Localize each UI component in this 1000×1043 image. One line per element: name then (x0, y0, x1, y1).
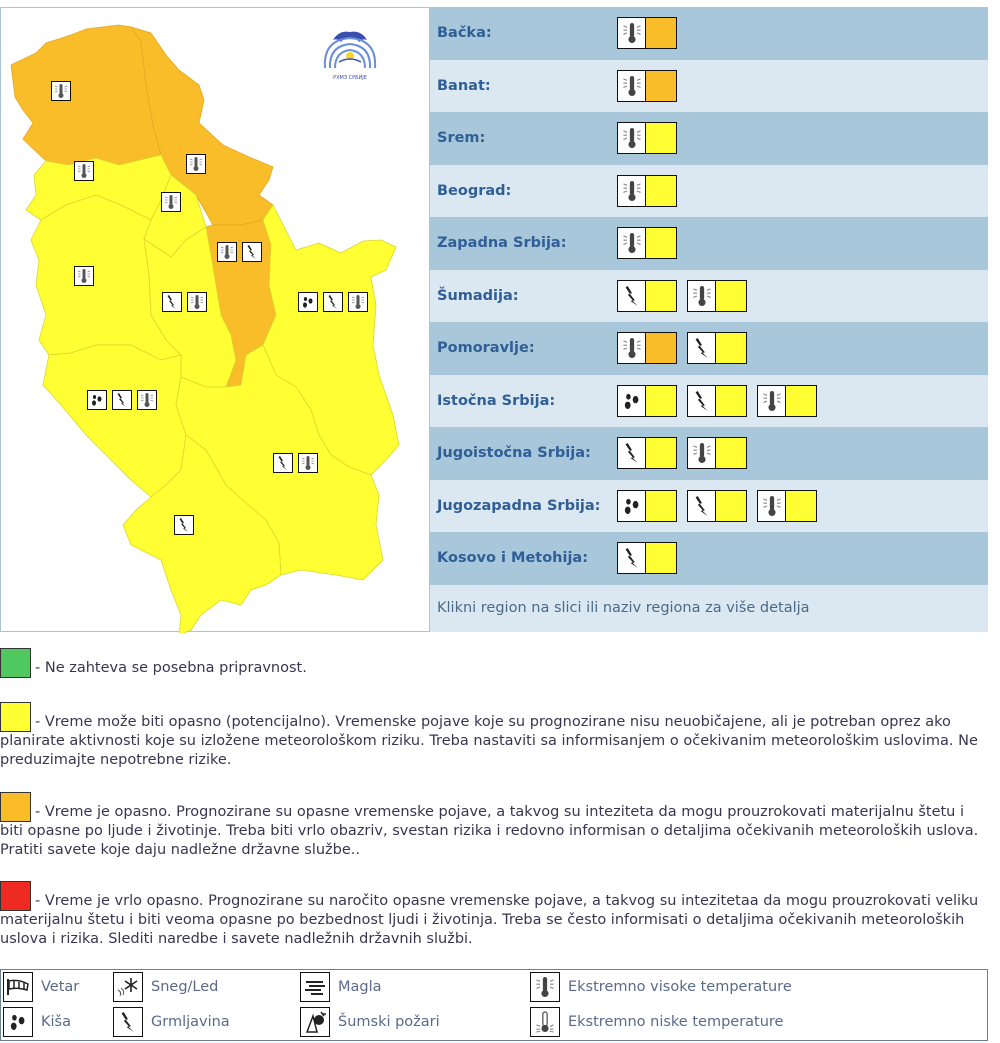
thermometer-hot-icon (618, 333, 646, 363)
region-warnings (617, 227, 677, 259)
map-icons-banat (186, 154, 206, 174)
rain-icon (618, 386, 646, 416)
region-name-link[interactable]: Pomoravlje: (437, 340, 535, 357)
thermometer-hot-icon (618, 123, 646, 153)
legend-wind-label: Vetar (41, 979, 80, 995)
warning-badge (617, 385, 677, 417)
region-name-link[interactable]: Jugoistočna Srbija: (437, 445, 591, 462)
thermometer-hot-icon (137, 390, 157, 410)
map-icons-zapadna-srbija (74, 266, 94, 286)
map-icons-sumadija (162, 292, 207, 312)
thermometer-hot-icon (758, 386, 786, 416)
warning-level-yellow (646, 228, 676, 258)
warning-badge (687, 437, 747, 469)
region-row[interactable] (430, 60, 988, 113)
legend-extreme-low-temp (530, 1007, 783, 1037)
warning-level-yellow (646, 543, 676, 573)
thermometer-hot-icon (51, 81, 71, 101)
lightning-icon (618, 281, 646, 311)
region-name-link[interactable]: Jugozapadna Srbija: (437, 497, 601, 514)
warning-badge (617, 280, 677, 312)
warning-level-yellow (646, 123, 676, 153)
legend-extreme-high-temp (530, 972, 792, 1002)
warning-badge (687, 385, 747, 417)
legend-thunderstorm-label: Grmljavina (151, 1014, 230, 1030)
region-warnings (617, 280, 747, 312)
map-region-backa[interactable] (11, 25, 161, 165)
warning-level-orange (646, 71, 676, 101)
legend-extreme-high-temp-label: Ekstremno visoke temperature (568, 979, 792, 995)
warning-level-yellow (716, 281, 746, 311)
table-hint-text: Klikni region na slici ili naziv regiona za više detalja (430, 585, 988, 632)
region-name-link[interactable]: Šumadija: (437, 287, 519, 304)
thermometer-cold-icon (530, 1007, 560, 1037)
region-warnings (617, 175, 677, 207)
green-swatch (0, 648, 31, 678)
lightning-icon (273, 453, 293, 473)
lightning-icon (242, 242, 262, 262)
legend-rain-label: Kiša (41, 1014, 71, 1030)
region-warnings (617, 17, 677, 49)
lightning-icon (618, 438, 646, 468)
region-name-link[interactable]: Banat: (437, 77, 491, 94)
region-row[interactable] (430, 7, 988, 60)
warning-level-yellow (786, 491, 816, 521)
lightning-icon (112, 390, 132, 410)
warning-badge (687, 280, 747, 312)
region-name-link[interactable]: Zapadna Srbija: (437, 235, 567, 252)
warning-level-yellow (646, 438, 676, 468)
region-row[interactable] (430, 217, 988, 270)
region-warnings (617, 490, 817, 522)
region-warnings (617, 385, 817, 417)
thermometer-hot-icon (186, 154, 206, 174)
region-row[interactable] (430, 322, 988, 375)
svg-text:РХМЗ СРБИЈЕ: РХМЗ СРБИЈЕ (333, 75, 367, 81)
warning-badge (757, 385, 817, 417)
warning-badge (617, 70, 677, 102)
map-icons-jugozapadna-srbija (87, 390, 157, 410)
warning-badge (617, 175, 677, 207)
rain-icon (87, 390, 107, 410)
fog-icon (300, 972, 330, 1002)
thermometer-hot-icon (618, 18, 646, 48)
region-warnings (617, 122, 677, 154)
rain-icon (618, 491, 646, 521)
warning-badge (687, 490, 747, 522)
legend-snow-ice (113, 972, 218, 1002)
red-swatch (0, 881, 31, 911)
warning-level-yellow (716, 491, 746, 521)
thermometer-hot-icon (161, 192, 181, 212)
thermometer-hot-icon (74, 161, 94, 181)
warning-badge (617, 17, 677, 49)
thermometer-hot-icon (618, 228, 646, 258)
level-orange (0, 792, 990, 860)
warning-badge (617, 437, 677, 469)
rain-icon (3, 1007, 33, 1037)
warning-level-yellow (716, 438, 746, 468)
legend-thunderstorm (113, 1007, 230, 1037)
region-row[interactable] (430, 532, 988, 585)
snow-ice-icon (113, 972, 143, 1002)
region-name-link[interactable]: Srem: (437, 130, 486, 147)
warnings-panel (0, 7, 988, 632)
warning-level-yellow (646, 386, 676, 416)
map-icons-srem (74, 161, 94, 181)
region-warnings (617, 542, 677, 574)
map-icons-istocna-srbija (298, 292, 368, 312)
warning-level-orange (646, 333, 676, 363)
lightning-icon (323, 292, 343, 312)
region-name-link[interactable]: Istočna Srbija: (437, 392, 556, 409)
map-icons-backa (51, 81, 71, 101)
thermometer-hot-icon (74, 266, 94, 286)
forest-fire-icon (300, 1007, 330, 1037)
lightning-icon (688, 491, 716, 521)
map-icons-jugoistocna-srbija (273, 453, 318, 473)
warning-level-yellow (646, 281, 676, 311)
level-red-text: - Vreme je vrlo opasno. Prognozirane su naročito opasne vremenske pojave, a takvog su intezitetaa da mogu prouzrokovati veliku materijalnu štetu i biti veoma opasne po bezbednost ljudi i životinja. Treba se često informisati o detaljima očekivanih meteoroloških uslova i rizika. Slediti naredbe i savete nadležnih državnih službi. (0, 893, 979, 947)
serbia-warning-map (0, 7, 430, 632)
map-region-jugozapadna-srbija[interactable] (43, 345, 186, 497)
level-yellow-text: - Vreme može biti opasno (potencijalno). Vremenske pojave koje su prognozirane nisu neuobičajene, ali je potreban oprez ako planirate aktivnosti koje su izložene meteorološkom riziku. Treba nastaviti sa informisanjem o očekivanim meteorološkim uslovima. Ne preduzimajte nepotrebne rizike. (0, 714, 978, 768)
orange-swatch (0, 792, 31, 822)
warning-level-orange (646, 18, 676, 48)
warning-badge (687, 332, 747, 364)
lightning-icon (688, 386, 716, 416)
legend-rain (3, 1007, 71, 1037)
rain-icon (298, 292, 318, 312)
lightning-icon (688, 333, 716, 363)
map-icons-beograd (161, 192, 181, 212)
lightning-icon (162, 292, 182, 312)
thermometer-hot-icon (348, 292, 368, 312)
map-icons-pomoravlje (217, 242, 262, 262)
region-warnings (617, 70, 677, 102)
warning-level-yellow (646, 491, 676, 521)
phenomena-icon-legend (0, 969, 988, 1041)
region-name-link[interactable]: Bačka: (437, 25, 492, 42)
thermometer-hot-icon (217, 242, 237, 262)
legend-forest-fire-label: Šumski požari (338, 1014, 440, 1030)
warning-badge (617, 122, 677, 154)
warning-level-yellow (716, 386, 746, 416)
level-yellow (0, 702, 990, 770)
warning-badge (617, 332, 677, 364)
region-warnings (617, 437, 747, 469)
map-icons-kosovo-i-metohija (174, 515, 194, 535)
lightning-icon (174, 515, 194, 535)
warning-badge (617, 490, 677, 522)
rhmz-logo (319, 26, 381, 84)
warning-badge (617, 542, 677, 574)
region-name-link[interactable]: Kosovo i Metohija: (437, 550, 589, 567)
legend-extreme-low-temp-label: Ekstremno niske temperature (568, 1014, 784, 1030)
region-row[interactable] (430, 112, 988, 165)
yellow-swatch (0, 702, 31, 732)
level-orange-text: - Vreme je opasno. Prognozirane su opasne vremenske pojave, a takvog su inteziteta da mogu prouzrokovati materijalnu štetu i biti opasne po ljude i životinje. Treba biti vrlo obazriv, svestan rizika i redovno informisan o detaljima očekivanih meteoroloških uslova. Pratiti savete koje daju nadležne državne službe.. (0, 804, 979, 858)
legend-wind (3, 972, 79, 1002)
legend-forest-fire (300, 1007, 440, 1037)
legend-fog (300, 972, 382, 1002)
region-name-link[interactable]: Beograd: (437, 182, 512, 199)
legend-snow-ice-label: Sneg/Led (151, 979, 219, 995)
lightning-icon (113, 1007, 143, 1037)
thermometer-hot-icon (688, 281, 716, 311)
wind-icon (3, 972, 33, 1002)
region-row[interactable] (430, 480, 988, 533)
level-red (0, 881, 990, 949)
warning-badge (617, 227, 677, 259)
warning-level-yellow (786, 386, 816, 416)
legend-fog-label: Magla (338, 979, 382, 995)
thermometer-hot-icon (530, 972, 560, 1002)
thermometer-hot-icon (618, 71, 646, 101)
level-green (0, 648, 990, 678)
level-green-text: - Ne zahteva se posebna pripravnost. (35, 660, 307, 676)
thermometer-hot-icon (758, 491, 786, 521)
region-warning-table (430, 7, 988, 632)
warning-badge (757, 490, 817, 522)
region-row[interactable] (430, 427, 988, 480)
region-row[interactable] (430, 270, 988, 323)
thermometer-hot-icon (688, 438, 716, 468)
lightning-icon (618, 543, 646, 573)
region-row[interactable] (430, 165, 988, 218)
warning-level-yellow (716, 333, 746, 363)
thermometer-hot-icon (298, 453, 318, 473)
thermometer-hot-icon (618, 176, 646, 206)
region-warnings (617, 332, 747, 364)
warning-level-yellow (646, 176, 676, 206)
thermometer-hot-icon (187, 292, 207, 312)
region-row[interactable] (430, 375, 988, 428)
